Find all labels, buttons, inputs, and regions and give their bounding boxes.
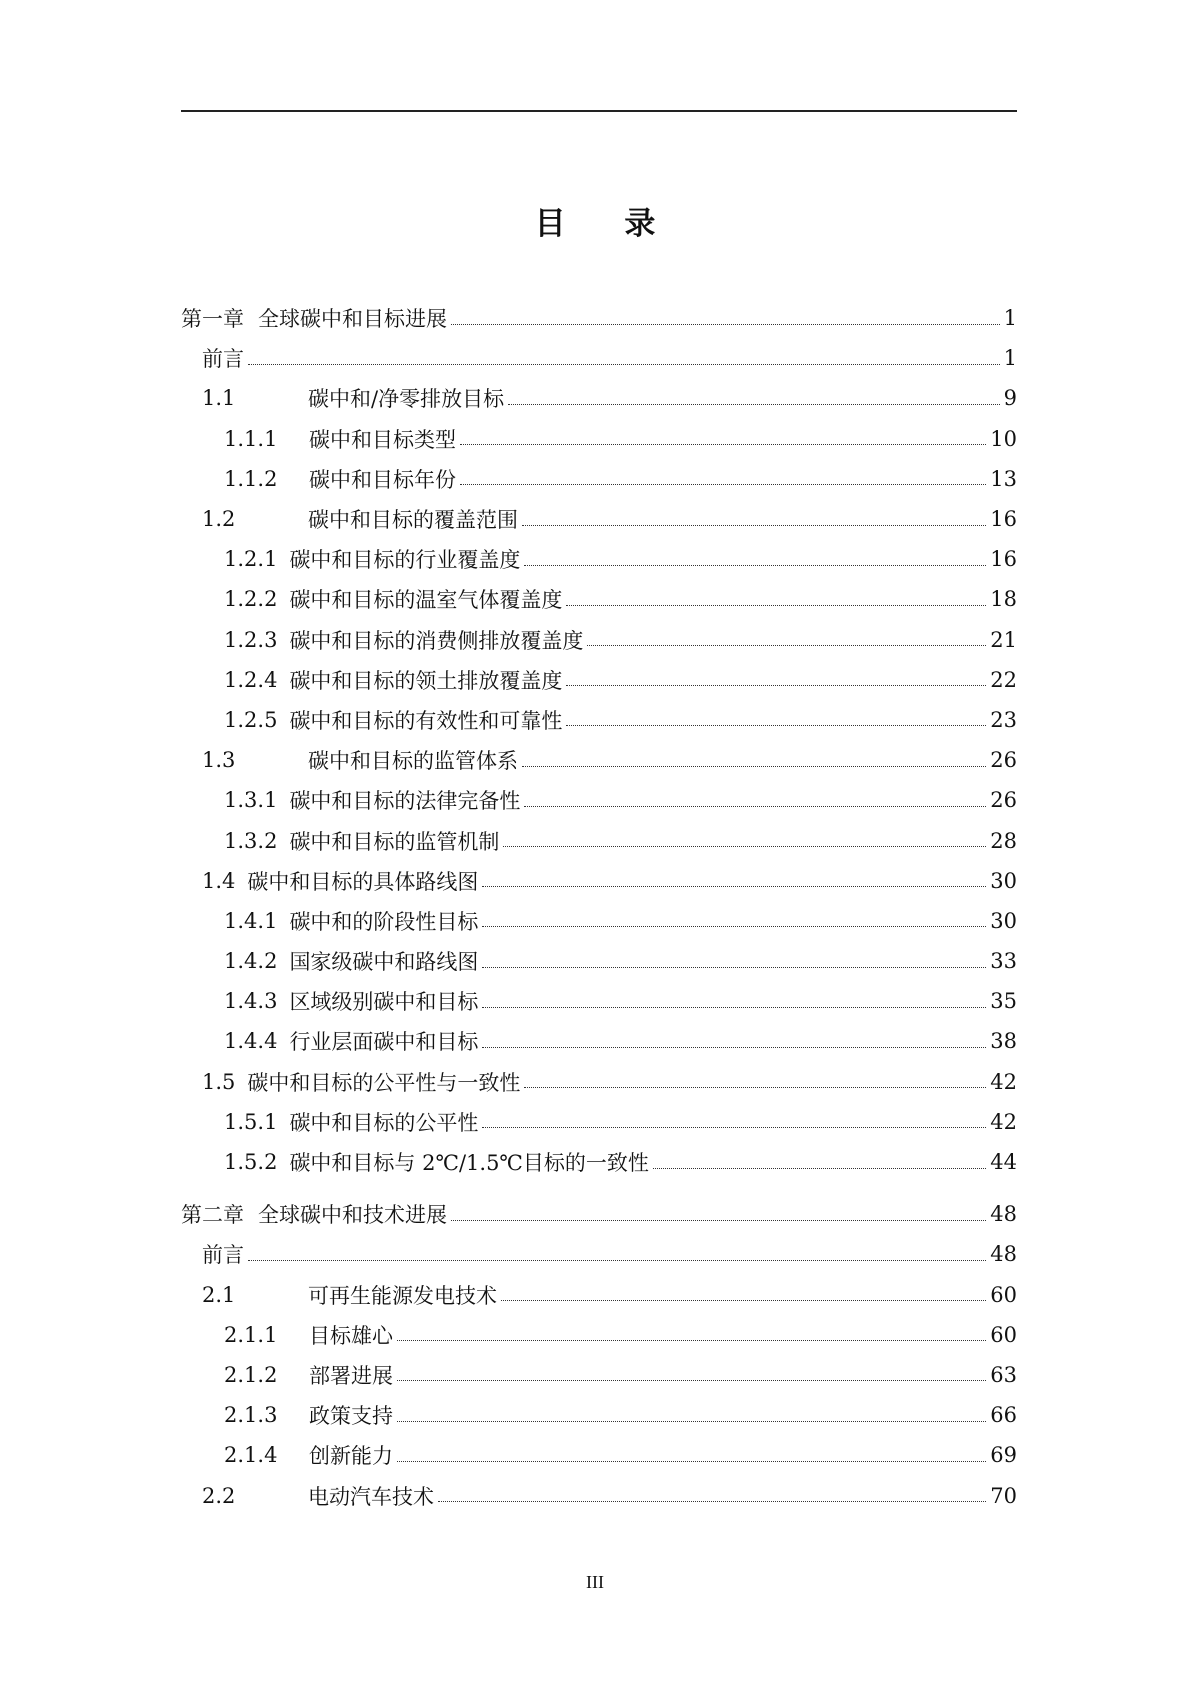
dot-leader [460, 444, 986, 445]
toc-entry-label: 碳中和目标的有效性和可靠性 [289, 708, 563, 733]
toc-entry-page: 22 [990, 667, 1017, 692]
dot-leader [482, 1127, 986, 1128]
toc-entry-label: 碳中和目标的监管体系 [308, 749, 518, 774]
toc-entry-number: 1.4.2 [224, 949, 278, 974]
toc-entry-label: 政策支持 [309, 1404, 393, 1429]
toc-entry[interactable] [181, 1275, 1017, 1315]
header-rule [181, 110, 1017, 112]
toc-entry-number: 1.4.3 [224, 989, 278, 1014]
toc-entry-page: 16 [990, 547, 1017, 572]
dot-leader [397, 1421, 986, 1422]
toc-entry-page: 63 [990, 1362, 1017, 1387]
dot-leader [438, 1501, 986, 1502]
toc-entry-page: 9 [1003, 386, 1017, 411]
toc-entry[interactable] [181, 1435, 1017, 1475]
toc-entry[interactable] [181, 1475, 1017, 1515]
dot-leader [451, 324, 1000, 325]
toc-entry-label: 碳中和/净零排放目标 [308, 387, 505, 412]
dot-leader [397, 1340, 986, 1341]
toc-entry-label: 碳中和目标年份 [309, 467, 456, 492]
toc-entry[interactable] [181, 1194, 1017, 1234]
dot-leader [587, 645, 986, 646]
toc-entry[interactable] [181, 419, 1017, 459]
toc-entry-page: 26 [990, 748, 1017, 773]
toc-entry[interactable] [181, 1315, 1017, 1355]
dot-leader [397, 1380, 986, 1381]
dot-leader [482, 886, 986, 887]
toc-entry[interactable] [181, 378, 1017, 418]
toc-entry-label: 全球碳中和技术进展 [258, 1203, 447, 1228]
toc-entry[interactable] [181, 338, 1017, 378]
toc-entry-number: 2.1.3 [224, 1403, 278, 1428]
toc-entry-number: 1.2.1 [224, 547, 278, 572]
toc-entry[interactable] [181, 1234, 1017, 1274]
toc-entry[interactable] [181, 861, 1017, 901]
toc-entry[interactable] [181, 579, 1017, 619]
toc-entry[interactable] [181, 499, 1017, 539]
toc-entry-number: 1.1 [202, 386, 236, 411]
toc-entry-label: 碳中和目标的公平性与一致性 [247, 1070, 521, 1095]
dot-leader [397, 1461, 986, 1462]
toc-entry-page: 70 [990, 1483, 1017, 1508]
dot-leader [653, 1168, 986, 1169]
toc-entry[interactable] [181, 298, 1017, 338]
toc-entry-label: 前言 [202, 1243, 244, 1268]
toc-entry-label: 电动汽车技术 [308, 1484, 434, 1509]
toc-entry-number: 1.2.3 [224, 627, 278, 652]
toc-entry-number: 1.3 [202, 748, 236, 773]
table-of-contents [181, 298, 1017, 1516]
toc-entry-number: 1.5.1 [224, 1109, 278, 1134]
toc-entry-page: 44 [990, 1150, 1017, 1175]
dot-leader [482, 1047, 986, 1048]
dot-leader [566, 605, 986, 606]
dot-leader [482, 967, 986, 968]
toc-entry-label: 部署进展 [309, 1363, 393, 1388]
toc-entry-page: 21 [990, 627, 1017, 652]
toc-entry-label: 碳中和目标的覆盖范围 [308, 508, 518, 533]
toc-entry-page: 42 [990, 1069, 1017, 1094]
dot-leader [524, 806, 986, 807]
toc-entry-number: 1.2 [202, 507, 236, 532]
toc-entry-label: 碳中和目标与 2℃/1.5℃目标的一致性 [289, 1151, 649, 1176]
toc-entry-number: 1.4.1 [224, 908, 278, 933]
toc-entry[interactable] [181, 780, 1017, 820]
toc-entry-number: 1.4.4 [224, 1029, 278, 1054]
toc-entry[interactable] [181, 981, 1017, 1021]
toc-entry-number: 2.2 [202, 1483, 236, 1508]
dot-leader [566, 685, 986, 686]
toc-entry-page: 35 [990, 989, 1017, 1014]
toc-entry-page: 48 [990, 1242, 1017, 1267]
toc-entry-label: 碳中和目标的领土排放覆盖度 [289, 668, 563, 693]
dot-leader [508, 404, 1000, 405]
dot-leader [566, 725, 986, 726]
toc-entry-page: 23 [990, 707, 1017, 732]
toc-entry-number: 2.1.4 [224, 1443, 278, 1468]
dot-leader [248, 1260, 986, 1261]
toc-entry-page: 13 [990, 466, 1017, 491]
toc-entry-number: 1.2.5 [224, 707, 278, 732]
toc-entry-label: 碳中和目标的温室气体覆盖度 [289, 588, 563, 613]
dot-leader [524, 565, 986, 566]
toc-entry-number: 2.1 [202, 1282, 236, 1307]
toc-entry-number: 1.4 [202, 868, 236, 893]
toc-entry-number: 1.3.2 [224, 828, 278, 853]
toc-entry-label: 碳中和目标类型 [309, 427, 456, 452]
dot-leader [248, 364, 1000, 365]
toc-entry-label: 创新能力 [309, 1444, 393, 1469]
toc-entry-page: 18 [990, 587, 1017, 612]
toc-entry-page: 1 [1003, 306, 1017, 331]
dot-leader [482, 1007, 986, 1008]
toc-entry[interactable] [181, 1021, 1017, 1061]
dot-leader [451, 1220, 986, 1221]
toc-entry-label: 碳中和目标的行业覆盖度 [289, 548, 521, 573]
toc-entry[interactable] [181, 1355, 1017, 1395]
toc-entry-label: 全球碳中和目标进展 [258, 307, 447, 332]
dot-leader [482, 926, 986, 927]
toc-entry[interactable] [181, 820, 1017, 860]
toc-entry[interactable] [181, 660, 1017, 700]
dot-leader [524, 1087, 986, 1088]
toc-entry-number: 1.2.2 [224, 587, 278, 612]
toc-entry-page: 38 [990, 1029, 1017, 1054]
toc-entry-label: 行业层面碳中和目标 [289, 1030, 479, 1055]
toc-entry[interactable] [181, 941, 1017, 981]
toc-entry-page: 28 [990, 828, 1017, 853]
toc-entry-number: 第一章 [181, 307, 244, 332]
toc-entry-page: 69 [990, 1443, 1017, 1468]
toc-entry[interactable] [181, 459, 1017, 499]
toc-entry-label: 区域级别碳中和目标 [289, 990, 479, 1015]
toc-entry-page: 1 [1003, 346, 1017, 371]
toc-entry-label: 前言 [202, 347, 244, 372]
toc-entry[interactable] [181, 700, 1017, 740]
dot-leader [503, 846, 986, 847]
dot-leader [522, 766, 986, 767]
toc-entry[interactable] [181, 1395, 1017, 1435]
toc-entry-label: 碳中和目标的法律完备性 [289, 789, 521, 814]
page-number: III [586, 1572, 604, 1592]
toc-entry-label: 碳中和目标的消费侧排放覆盖度 [289, 628, 584, 653]
toc-entry-page: 10 [990, 426, 1017, 451]
toc-entry-number: 1.3.1 [224, 788, 278, 813]
toc-entry[interactable] [181, 539, 1017, 579]
toc-entry-label: 碳中和的阶段性目标 [289, 909, 479, 934]
toc-entry-number: 1.5.2 [224, 1150, 278, 1175]
toc-entry-label: 目标雄心 [309, 1323, 393, 1348]
toc-entry-page: 60 [990, 1282, 1017, 1307]
toc-entry-page: 30 [990, 868, 1017, 893]
toc-entry-number: 1.1.1 [224, 426, 278, 451]
toc-entry[interactable] [181, 901, 1017, 941]
toc-entry-page: 30 [990, 908, 1017, 933]
toc-entry-label: 碳中和目标的具体路线图 [247, 869, 479, 894]
toc-entry-number: 第二章 [181, 1203, 244, 1228]
dot-leader [501, 1300, 986, 1301]
toc-entry-page: 60 [990, 1322, 1017, 1347]
toc-entry-page: 66 [990, 1403, 1017, 1428]
toc-entry[interactable] [181, 620, 1017, 660]
toc-entry-page: 26 [990, 788, 1017, 813]
toc-entry[interactable] [181, 1062, 1017, 1102]
toc-entry-page: 42 [990, 1109, 1017, 1134]
toc-entry-number: 1.2.4 [224, 667, 278, 692]
toc-entry[interactable] [181, 740, 1017, 780]
dot-leader [522, 525, 986, 526]
toc-entry-number: 2.1.1 [224, 1322, 278, 1347]
toc-entry-page: 33 [990, 949, 1017, 974]
toc-entry-label: 国家级碳中和路线图 [289, 950, 479, 975]
toc-entry-number: 1.1.2 [224, 466, 278, 491]
toc-entry-label: 可再生能源发电技术 [308, 1283, 497, 1308]
toc-entry-number: 1.5 [202, 1069, 236, 1094]
dot-leader [460, 484, 986, 485]
toc-entry[interactable] [181, 1102, 1017, 1142]
toc-entry-number: 2.1.2 [224, 1362, 278, 1387]
toc-entry-label: 碳中和目标的公平性 [289, 1110, 479, 1135]
toc-entry-page: 48 [990, 1202, 1017, 1227]
toc-entry-page: 16 [990, 507, 1017, 532]
toc-entry-label: 碳中和目标的监管机制 [289, 829, 500, 854]
page-title: 目 录 [534, 206, 680, 242]
toc-entry[interactable] [181, 1142, 1017, 1182]
